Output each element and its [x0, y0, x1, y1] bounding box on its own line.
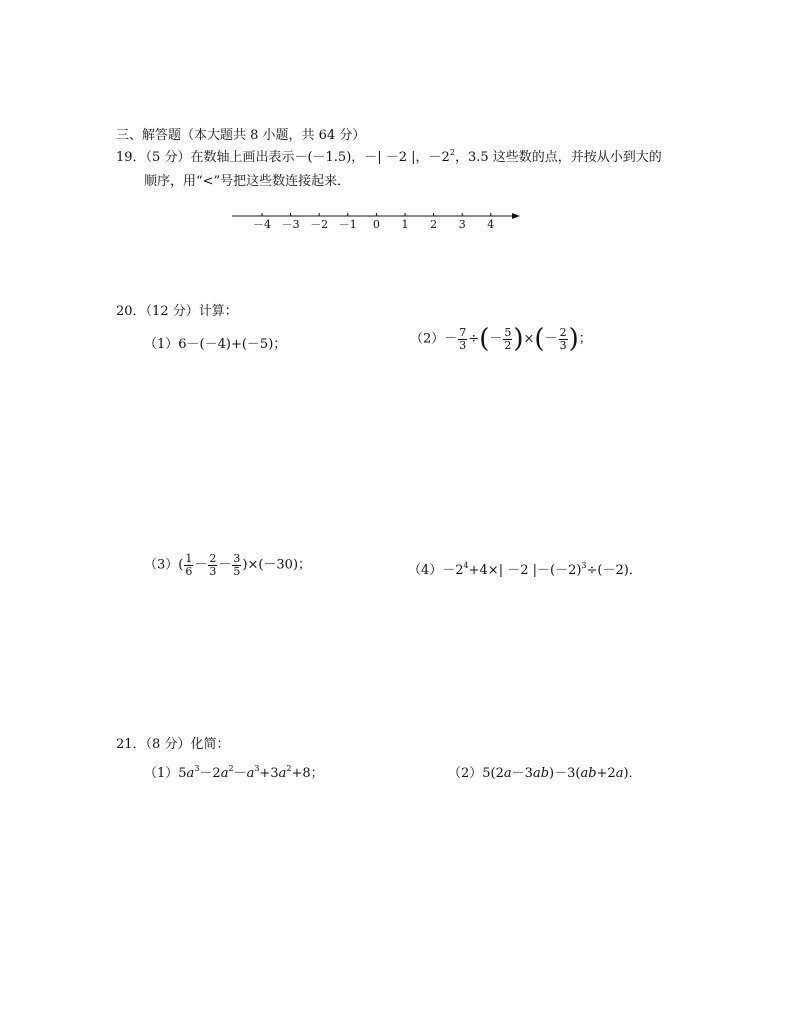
number-line-tick-label: －4 [253, 218, 271, 231]
q21-part-2 [448, 762, 642, 781]
q20-3-label: （3）( [144, 557, 184, 573]
number-line [228, 206, 524, 234]
var-a: a [220, 766, 229, 781]
fraction-7-3: $\frac{7}{3}$ [459, 325, 467, 352]
q19-sup: 2 [449, 148, 455, 157]
var-a: a [186, 766, 195, 781]
q21-2-label: （2）5(2 [448, 766, 504, 781]
number-line-tick-label: 3 [458, 218, 466, 231]
var-ab: ab [532, 766, 550, 781]
q20-4-c: ÷(－2)． [586, 563, 642, 578]
q20-part-2 [410, 326, 592, 352]
var-ab: ab [580, 766, 597, 781]
var-a: a [503, 766, 512, 781]
question-20: 20．（12 分）计算： [116, 304, 238, 319]
number-line-tick-label: －2 [310, 218, 329, 231]
var-a: a [615, 766, 624, 781]
exp: 3 [254, 764, 260, 773]
fraction-5-2: $\frac{5}{2}$ [504, 325, 512, 352]
exp: 2 [286, 764, 292, 773]
semicolon: ； [578, 331, 592, 347]
term: +2 [596, 766, 616, 781]
q20-part-1: （1）6－(－4)+(－5)； [144, 337, 287, 352]
question-19-line2: 顺序，用“<”号把这些数连接起来． [144, 174, 351, 189]
question-21: 21．（8 分）化简： [116, 737, 230, 752]
var-a: a [278, 766, 287, 781]
q19-tail: ，3.5 这些数的点，并按从小到大的 [454, 150, 662, 165]
term: +3 [259, 766, 279, 781]
term: － [233, 766, 247, 781]
number-line-tick-label: 2 [430, 218, 438, 231]
q20-part-3 [144, 553, 311, 577]
q20-3-tail: )×(－30)； [242, 557, 312, 573]
q19-head: 19．（5 分）在数轴上画出表示－(－1.5)，－| －2 |，－2 [116, 150, 450, 165]
fraction-2-3: $\frac{2}{3}$ [209, 552, 217, 578]
q21-part-1 [144, 762, 324, 781]
paren-open: ( [479, 324, 490, 354]
minus-sign: － [544, 331, 558, 347]
term: )－3( [549, 766, 581, 781]
exp-4: 4 [463, 561, 469, 570]
times-sign: × [523, 331, 535, 347]
fraction-2-3: $\frac{2}{3}$ [559, 325, 567, 352]
paren-close: ) [513, 324, 524, 354]
number-line-tick-label: 1 [401, 218, 409, 231]
minus-sign: － [489, 331, 503, 347]
q20-4-a: （4）－2 [408, 563, 464, 578]
q20-part-4 [408, 559, 642, 578]
term: )． [623, 766, 642, 781]
number-line-tick-label: 0 [372, 218, 380, 231]
term: +8； [291, 766, 324, 781]
term: －3 [511, 766, 533, 781]
exp-3: 3 [581, 561, 587, 570]
fraction-3-5: $\frac{3}{5}$ [233, 552, 241, 578]
q21-1-label: （1）5 [144, 766, 187, 781]
section-title: 三、解答题（本大题共 8 小题，共 64 分） [116, 128, 366, 143]
exp: 3 [194, 764, 200, 773]
exp: 2 [228, 764, 234, 773]
number-line-tick-label: －3 [281, 218, 300, 231]
number-line-tick-label: －1 [338, 218, 357, 231]
question-19 [116, 146, 662, 165]
paren-close: ) [568, 324, 579, 354]
term: －2 [199, 766, 221, 781]
q20-4-b: +4×| －2 |－(－2) [468, 563, 582, 578]
paren-open: ( [534, 324, 545, 354]
number-line-tick-label: 4 [487, 218, 495, 231]
var-a: a [246, 766, 255, 781]
minus-sign: － [218, 557, 232, 573]
minus-sign: － [194, 557, 208, 573]
number-line-arrow-icon [512, 213, 520, 219]
fraction-1-6: $\frac{1}{6}$ [185, 552, 193, 578]
q20-2-label: （2）－ [410, 331, 458, 347]
divide-sign: ÷ [468, 331, 480, 347]
